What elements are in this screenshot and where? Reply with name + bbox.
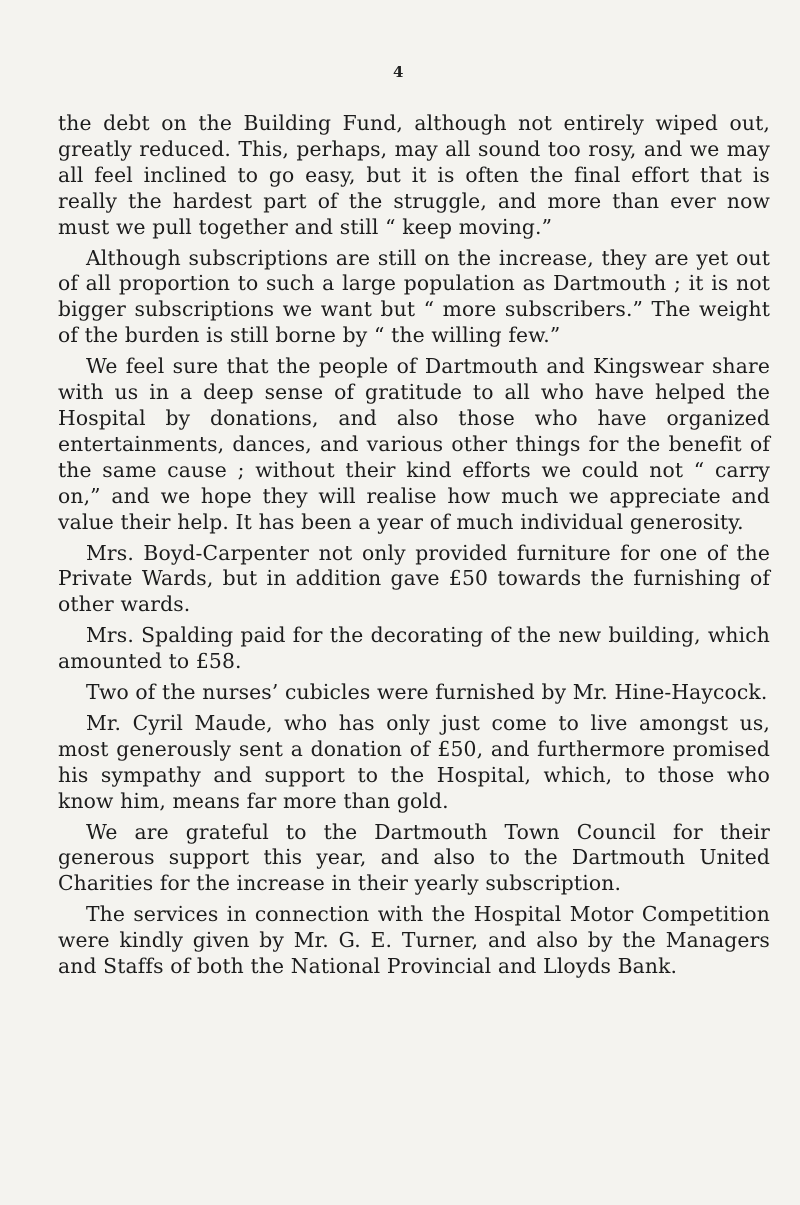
paragraph-town-council: We are grateful to the Dartmouth Town Council for their generous support this year, and also to the Dartmouth United Charities for the increase in their yearly subscription.	[58, 819, 770, 896]
paragraph-gratitude: We feel sure that the people of Dartmouth and Kingswear share with us in a deep sense of gratitude to all who have helped the Hospital by donations, and also those who have organized entertainments, dances, and various other things for the benefit of the same cause ; without their kind efforts we could not “ carry on,” and we hope they will realise how much we appreciate and value their help. It has been a year of much individual generosity.	[58, 354, 770, 534]
paragraph-motor-competition: The services in connection with the Hospital Motor Competition were kindly given by Mr. G. E. Turner, and also by the Managers and Staffs of both the National Provincial and Lloyds Bank.	[58, 902, 770, 979]
paragraph-building-fund: the debt on the Building Fund, although not entirely wiped out, greatly reduced. This, perhaps, may all sound too rosy, and we may all feel inclined to go easy, but it is often the final effort that is really the hardest part of the struggle, and more than ever now must we pull together and still “ keep moving.”	[58, 111, 770, 239]
body-text	[58, 111, 770, 985]
paragraph-subscriptions: Although subscriptions are still on the increase, they are yet out of all proportion to such a large population as Dartmouth ; it is not bigger subscriptions we want but “ more subscribers.” The weight of the burden is still borne by “ the willing few.”	[58, 245, 770, 348]
page-number: 4	[393, 63, 404, 81]
paragraph-spalding: Mrs. Spalding paid for the decorating of the new building, which amounted to £58.	[58, 623, 770, 674]
paragraph-cyril-maude: Mr. Cyril Maude, who has only just come to live amongst us, most generously sent a donation of £50, and furthermore promised his sympathy and support to the Hospital, which, to those who know him, means far more than gold.	[58, 710, 770, 813]
paragraph-hine-haycock: Two of the nurses’ cubicles were furnished by Mr. Hine-Haycock.	[86, 680, 768, 705]
paragraph-boyd-carpenter: Mrs. Boyd-Carpenter not only provided furniture for one of the Private Wards, but in addition gave £50 towards the furnishing of other wards.	[58, 540, 770, 617]
